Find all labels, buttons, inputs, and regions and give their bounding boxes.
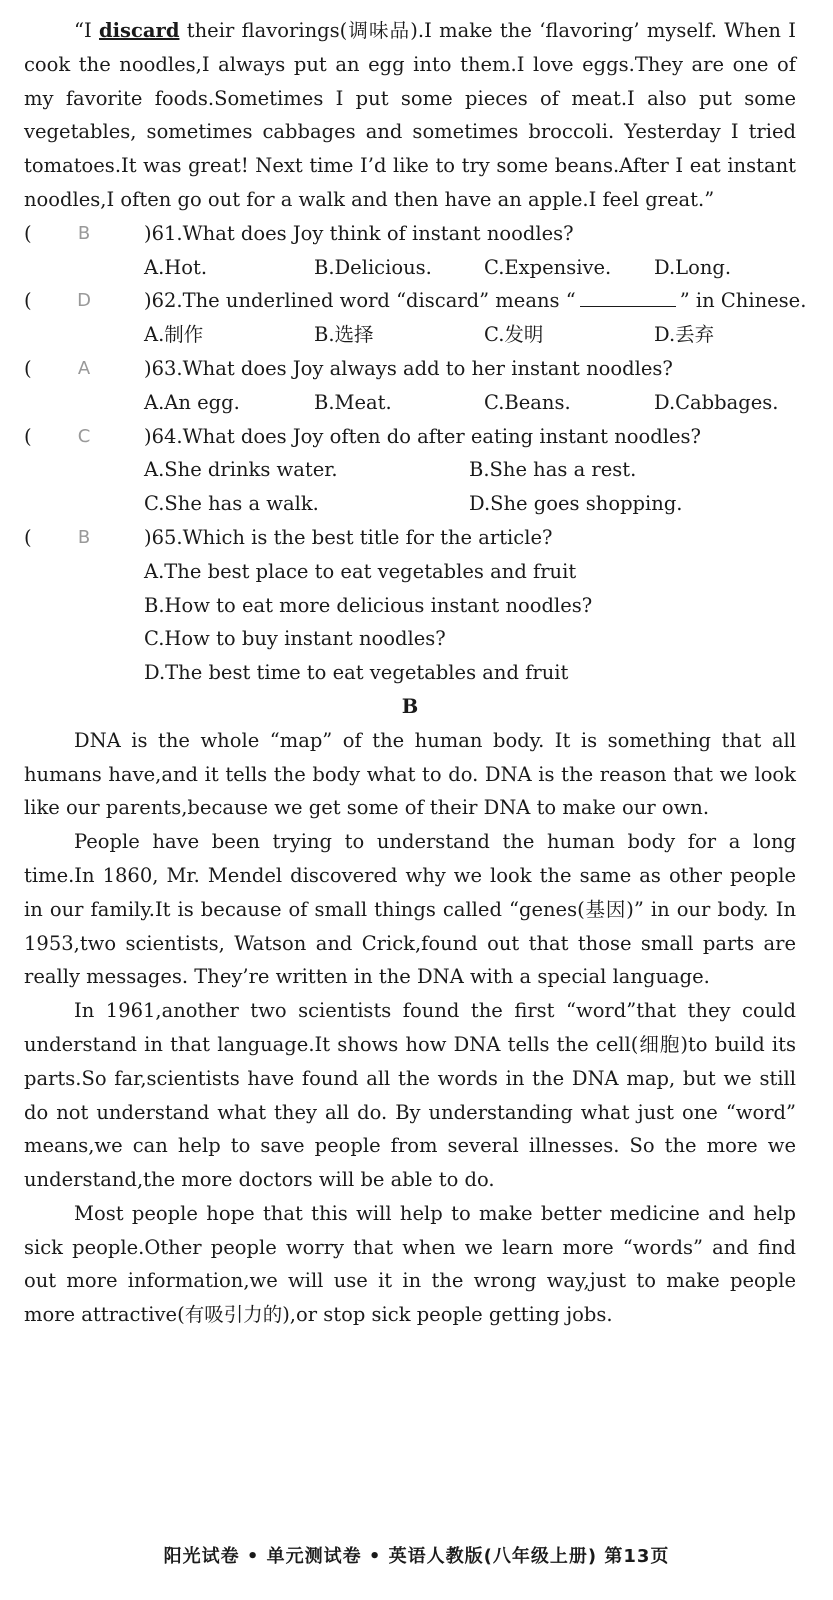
- answer-letter: A: [77, 357, 91, 379]
- option-d: D.丢弃: [654, 323, 715, 347]
- passage-b-paragraph-3: In 1961,another two scientists found the first “word”that they could understand in that language.It shows how DNA tells the cell(细胞)to build its parts.So far,scientists have found all the words in the DNA map, but we still do not understand what they all do. By understanding what just one “word” means,we can help to save people from several illnesses. So the more we understand,the more doctors will be able to do.: [24, 999, 796, 1192]
- option-d: D.Cabbages.: [654, 390, 779, 414]
- option-c: C.Expensive.: [484, 255, 612, 279]
- passage-text: their flavorings(调味品).I make the ‘flavoring’ myself. When I cook the noodles,I always put an egg into them.I love eggs.They are one of my favorite foods.Sometimes I put some pieces of meat.I also put some vegetables, sometimes cabbages and sometimes broccoli. Yesterday I tried tomatoes.It was great! Next time I’d like to try some beans.After I eat instant noodles,I often go out for a walk and then have an apple.I feel great.”: [24, 19, 796, 211]
- answer-letter: B: [77, 526, 91, 548]
- question-62: [24, 284, 807, 318]
- option-d: D.Long.: [654, 255, 732, 279]
- question-64-options-row1: [24, 453, 796, 487]
- answer-letter: C: [77, 425, 91, 447]
- question-64-options-row2: [24, 487, 796, 521]
- option-c: C.How to buy instant noodles?: [144, 627, 446, 651]
- question-65-option-d: [24, 656, 796, 690]
- question-text: )62.The underlined word “discard” means “ ” in Chinese.: [144, 284, 806, 318]
- underlined-word: discard: [99, 19, 180, 42]
- question-63: [24, 352, 796, 386]
- option-c: C.Beans.: [484, 390, 571, 414]
- page-footer: 阳光试卷 • 单元测试卷 • 英语人教版(八年级上册) 第13页: [163, 1546, 670, 1567]
- question-text: )65.Which is the best title for the article?: [144, 525, 553, 549]
- option-b: B.选择: [314, 323, 374, 347]
- question-62-options: [24, 318, 796, 352]
- question-61: [24, 217, 796, 251]
- option-b: B.How to eat more delicious instant noodles?: [144, 593, 593, 617]
- question-65-option-a: [24, 555, 796, 589]
- option-a: A.制作: [144, 323, 204, 347]
- option-a: A.An egg.: [144, 390, 240, 414]
- option-c: C.She has a walk.: [144, 492, 319, 516]
- question-text: )61.What does Joy think of instant noodles?: [144, 221, 574, 245]
- option-c: C.发明: [484, 323, 544, 347]
- option-a: A.Hot.: [144, 255, 208, 279]
- answer-bracket: ( B: [24, 521, 144, 555]
- section-b-heading: B: [401, 694, 419, 718]
- quote-open: “I: [74, 19, 100, 42]
- option-d: D.She goes shopping.: [469, 492, 683, 516]
- answer-bracket: ( A: [24, 352, 144, 386]
- answer-letter: B: [77, 222, 91, 244]
- answer-bracket: ( D: [24, 284, 144, 318]
- option-a: A.She drinks water.: [144, 458, 338, 482]
- question-64: [24, 420, 796, 454]
- question-65: [24, 521, 796, 555]
- fill-in-blank: [580, 286, 676, 307]
- question-text: )64.What does Joy often do after eating instant noodles?: [144, 424, 701, 448]
- answer-letter: D: [77, 290, 91, 312]
- question-65-option-b: [24, 589, 796, 623]
- option-a: A.The best place to eat vegetables and fruit: [144, 559, 577, 583]
- page-content: [24, 14, 807, 1332]
- option-b: B.Meat.: [314, 390, 392, 414]
- answer-bracket: ( C: [24, 420, 144, 454]
- answer-bracket: ( B: [24, 217, 144, 251]
- passage-b-paragraph-2: People have been trying to understand the human body for a long time.In 1860, Mr. Mendel discovered why we look the same as other people in our family.It is because of small things called “genes(基因)” in our body. In 1953,two scientists, Watson and Crick,found out that those small parts are really messages. They’re written in the DNA with a special language.: [24, 830, 796, 989]
- question-63-options: [24, 386, 796, 420]
- passage-a-ending: [24, 14, 796, 217]
- passage-b-paragraph-1: DNA is the whole “map” of the human body. It is something that all humans have,and it tells the body what to do. DNA is the reason that we look like our parents,because we get some of their DNA to make our own.: [24, 728, 796, 820]
- option-d: D.The best time to eat vegetables and fruit: [144, 661, 569, 685]
- option-b: B.Delicious.: [314, 255, 432, 279]
- option-b: B.She has a rest.: [469, 458, 637, 482]
- question-text: )63.What does Joy always add to her instant noodles?: [144, 356, 673, 380]
- question-65-option-c: [24, 622, 796, 656]
- passage-b-paragraph-4: Most people hope that this will help to make better medicine and help sick people.Other people worry that when we learn more “words” and find out more information,we will use it in the wrong way,just to make people more attractive(有吸引力的),or stop sick people getting jobs.: [24, 1201, 796, 1327]
- question-61-options: [24, 251, 796, 285]
